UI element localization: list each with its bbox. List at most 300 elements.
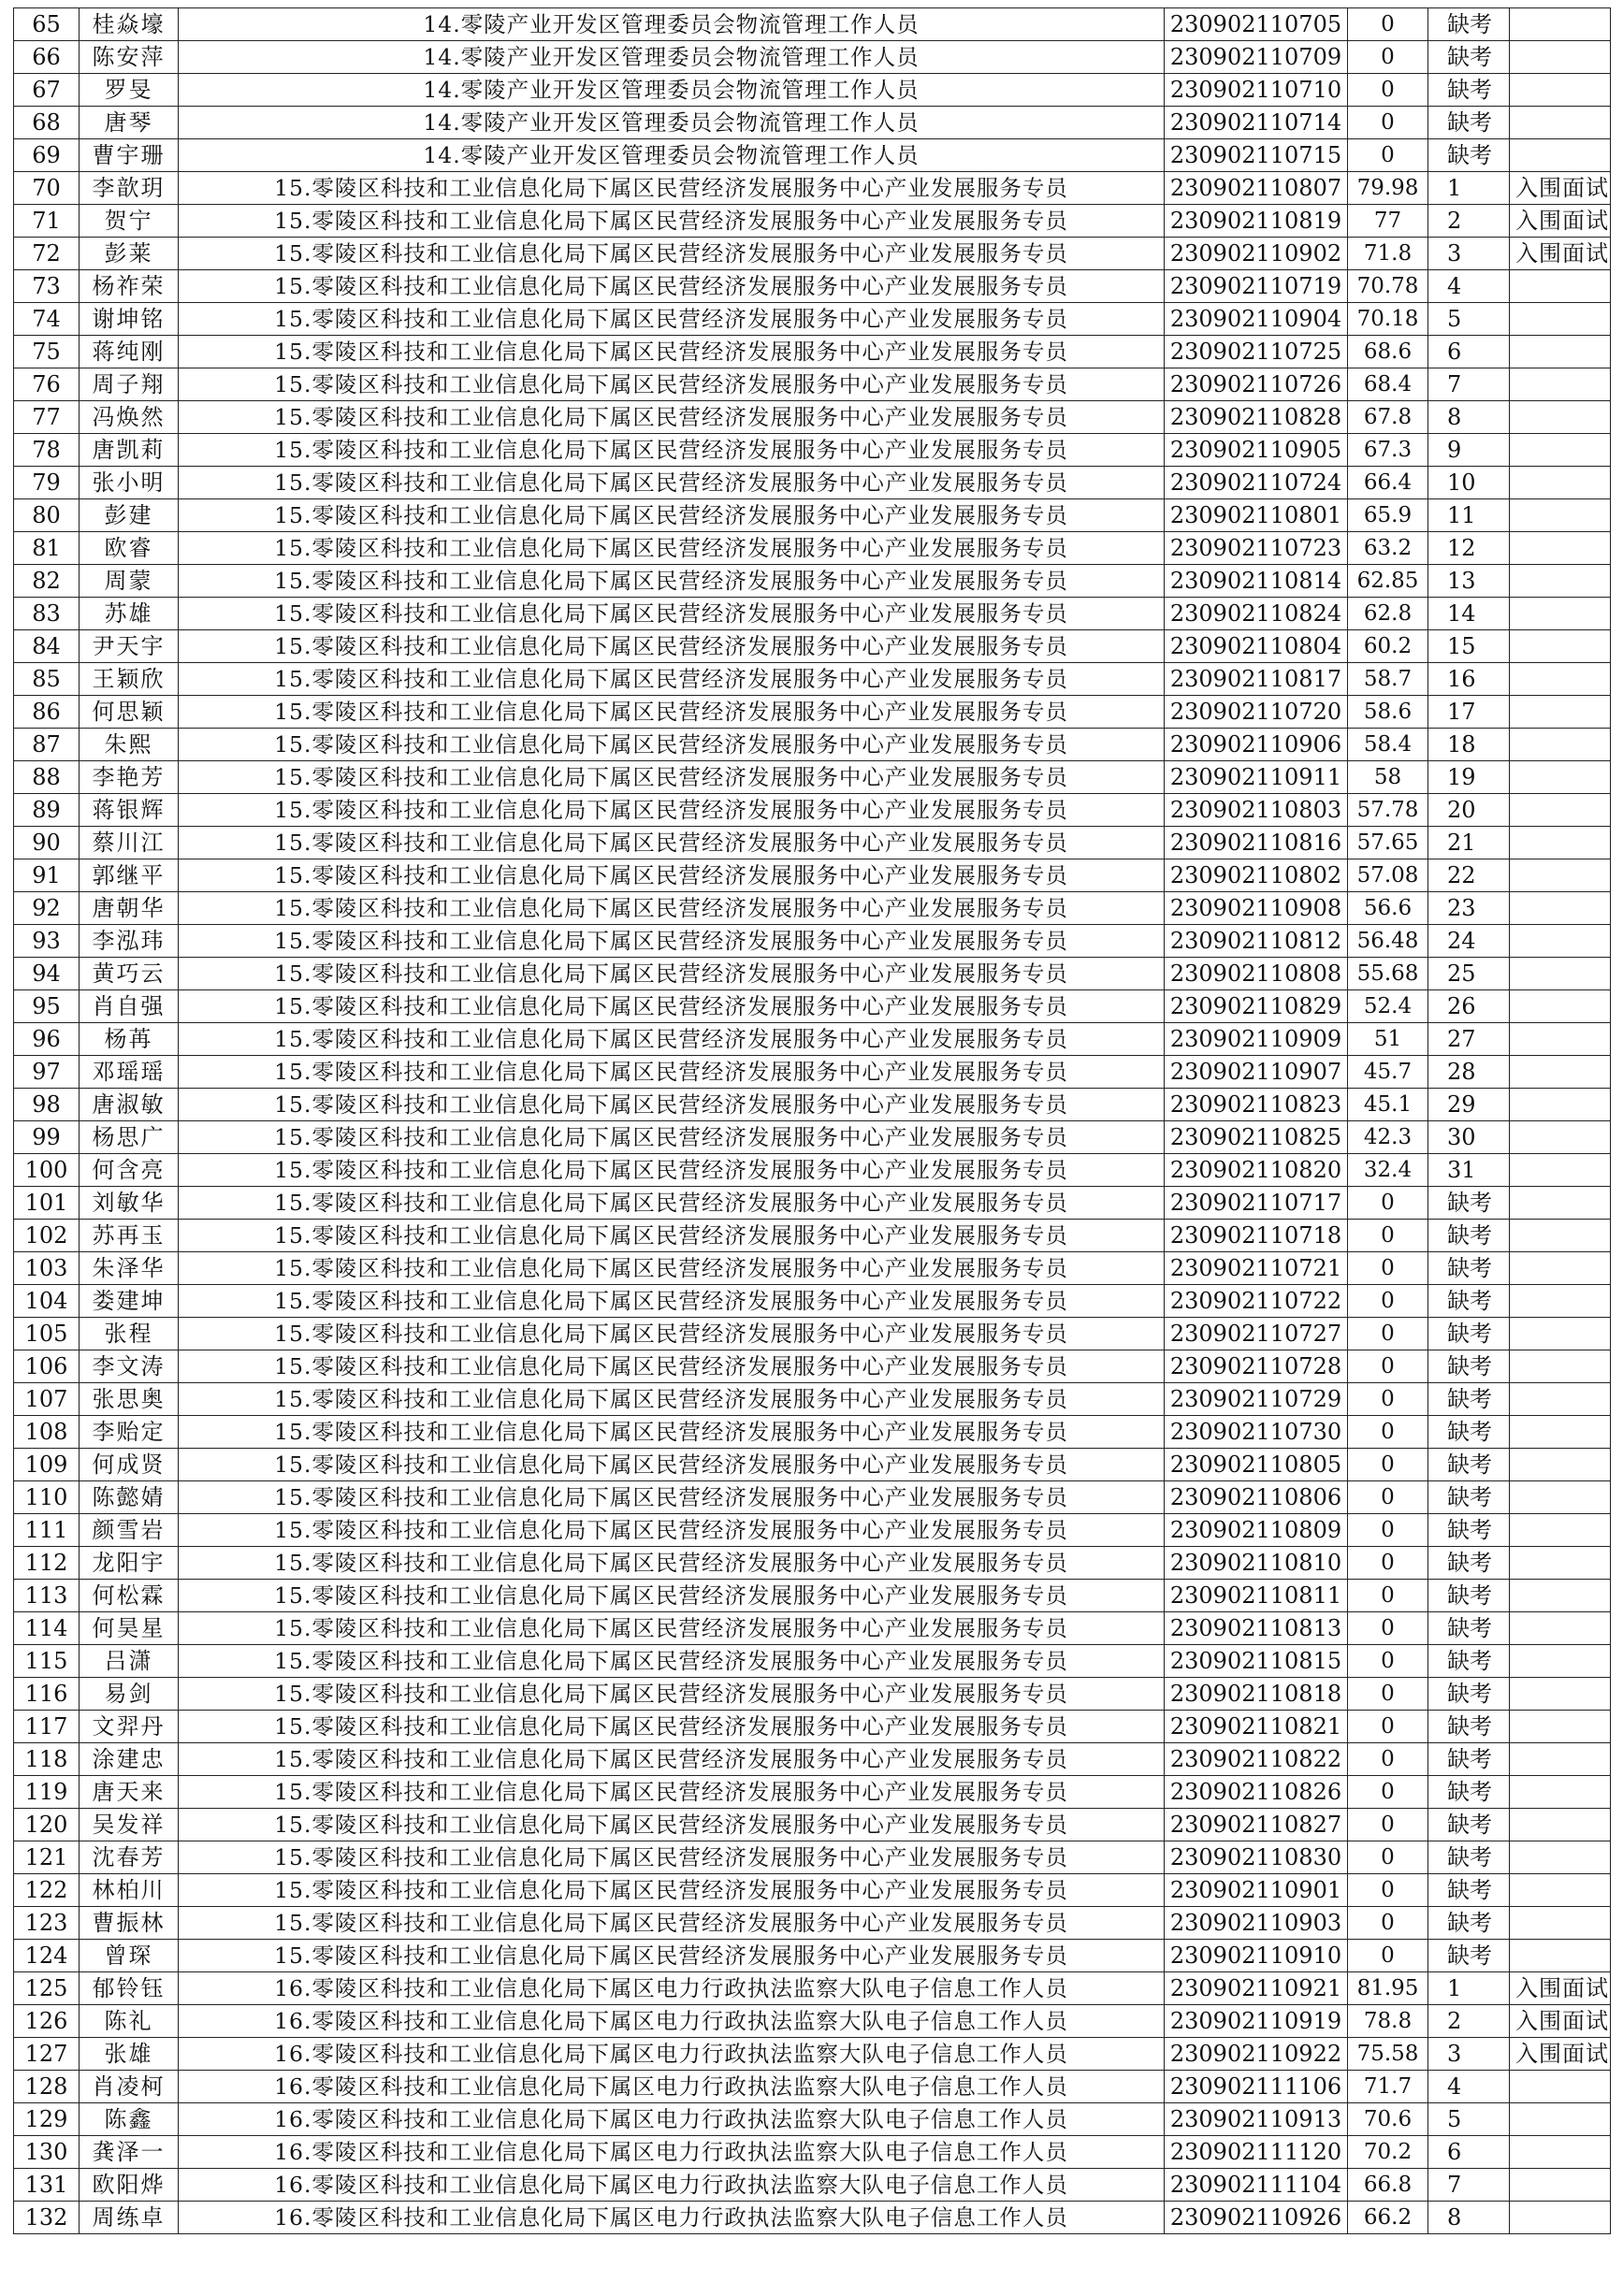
cell-name: 郭继平	[80, 859, 179, 892]
cell-number: 93	[14, 925, 80, 958]
table-row	[14, 1023, 1611, 1056]
cell-note	[1510, 1645, 1611, 1678]
cell-number: 111	[14, 1514, 80, 1547]
cell-position: 14.零陵产业开发区管理委员会物流管理工作人员	[179, 41, 1165, 74]
table-row	[14, 2071, 1611, 2103]
cell-name: 周练卓	[80, 2202, 179, 2234]
cell-exam-id: 230902110921	[1165, 1972, 1348, 2005]
cell-rank: 缺考	[1428, 1187, 1510, 1220]
table-row	[14, 925, 1611, 958]
cell-score: 51	[1348, 1023, 1428, 1056]
cell-name: 苏雄	[80, 598, 179, 630]
cell-score: 60.2	[1348, 630, 1428, 663]
cell-name: 张程	[80, 1318, 179, 1350]
cell-exam-id: 230902110808	[1165, 958, 1348, 990]
cell-number: 103	[14, 1252, 80, 1285]
cell-exam-id: 230902110722	[1165, 1285, 1348, 1318]
cell-score: 71.7	[1348, 2071, 1428, 2103]
cell-score: 0	[1348, 1449, 1428, 1481]
cell-position: 16.零陵区科技和工业信息化局下属区电力行政执法监察大队电子信息工作人员	[179, 2202, 1165, 2234]
cell-exam-id: 230902110826	[1165, 1776, 1348, 1809]
cell-exam-id: 230902110728	[1165, 1350, 1348, 1383]
cell-number: 120	[14, 1809, 80, 1841]
cell-note	[1510, 270, 1611, 303]
cell-exam-id: 230902110727	[1165, 1318, 1348, 1350]
table-row	[14, 1940, 1611, 1972]
cell-note	[1510, 958, 1611, 990]
cell-number: 78	[14, 434, 80, 467]
table-row	[14, 499, 1611, 532]
cell-name: 彭建	[80, 499, 179, 532]
table-row	[14, 859, 1611, 892]
cell-rank: 11	[1428, 499, 1510, 532]
cell-name: 吴发祥	[80, 1809, 179, 1841]
cell-rank: 缺考	[1428, 1547, 1510, 1580]
cell-position: 15.零陵区科技和工业信息化局下属区民营经济发展服务中心产业发展服务专员	[179, 729, 1165, 761]
cell-position: 15.零陵区科技和工业信息化局下属区民营经济发展服务中心产业发展服务专员	[179, 1318, 1165, 1350]
cell-note: 入围面试	[1510, 2005, 1611, 2038]
cell-score: 0	[1348, 1350, 1428, 1383]
cell-position: 15.零陵区科技和工业信息化局下属区民营经济发展服务中心产业发展服务专员	[179, 1547, 1165, 1580]
cell-position: 15.零陵区科技和工业信息化局下属区民营经济发展服务中心产业发展服务专员	[179, 1023, 1165, 1056]
table-row	[14, 1874, 1611, 1907]
cell-number: 119	[14, 1776, 80, 1809]
cell-exam-id: 230902111106	[1165, 2071, 1348, 2103]
table-row	[14, 434, 1611, 467]
cell-position: 15.零陵区科技和工业信息化局下属区民营经济发展服务中心产业发展服务专员	[179, 1809, 1165, 1841]
cell-position: 15.零陵区科技和工业信息化局下属区民营经济发展服务中心产业发展服务专员	[179, 958, 1165, 990]
cell-rank: 5	[1428, 2103, 1510, 2136]
cell-score: 52.4	[1348, 990, 1428, 1023]
cell-note	[1510, 1678, 1611, 1711]
cell-rank: 12	[1428, 532, 1510, 565]
cell-score: 0	[1348, 107, 1428, 139]
table-row	[14, 238, 1611, 270]
cell-note	[1510, 1154, 1611, 1187]
cell-number: 113	[14, 1580, 80, 1612]
score-table-body	[14, 8, 1611, 2234]
cell-exam-id: 230902110822	[1165, 1743, 1348, 1776]
cell-exam-id: 230902110718	[1165, 1220, 1348, 1252]
cell-score: 68.6	[1348, 336, 1428, 368]
table-row	[14, 1612, 1611, 1645]
table-row	[14, 1285, 1611, 1318]
table-row	[14, 401, 1611, 434]
cell-exam-id: 230902110911	[1165, 761, 1348, 794]
cell-exam-id: 230902110725	[1165, 336, 1348, 368]
cell-score: 0	[1348, 1645, 1428, 1678]
table-row	[14, 1481, 1611, 1514]
cell-exam-id: 230902110729	[1165, 1383, 1348, 1416]
cell-name: 苏再玉	[80, 1220, 179, 1252]
cell-exam-id: 230902110720	[1165, 696, 1348, 729]
table-row	[14, 1416, 1611, 1449]
cell-score: 68.4	[1348, 368, 1428, 401]
cell-note	[1510, 1350, 1611, 1383]
table-row	[14, 1678, 1611, 1711]
cell-name: 贺宁	[80, 205, 179, 238]
table-row	[14, 1056, 1611, 1089]
cell-score: 0	[1348, 1547, 1428, 1580]
table-row	[14, 1907, 1611, 1940]
cell-note	[1510, 729, 1611, 761]
cell-note	[1510, 1416, 1611, 1449]
cell-number: 86	[14, 696, 80, 729]
cell-note	[1510, 1547, 1611, 1580]
cell-position: 15.零陵区科技和工业信息化局下属区民营经济发展服务中心产业发展服务专员	[179, 696, 1165, 729]
cell-note	[1510, 925, 1611, 958]
cell-exam-id: 230902110907	[1165, 1056, 1348, 1089]
cell-rank: 1	[1428, 1972, 1510, 2005]
cell-position: 15.零陵区科技和工业信息化局下属区民营经济发展服务中心产业发展服务专员	[179, 1154, 1165, 1187]
cell-number: 88	[14, 761, 80, 794]
cell-score: 0	[1348, 1252, 1428, 1285]
cell-position: 15.零陵区科技和工业信息化局下属区民营经济发展服务中心产业发展服务专员	[179, 205, 1165, 238]
cell-score: 75.58	[1348, 2038, 1428, 2071]
cell-position: 15.零陵区科技和工业信息化局下属区民营经济发展服务中心产业发展服务专员	[179, 990, 1165, 1023]
cell-position: 15.零陵区科技和工业信息化局下属区民营经济发展服务中心产业发展服务专员	[179, 499, 1165, 532]
table-row	[14, 2103, 1611, 2136]
cell-rank: 缺考	[1428, 1940, 1510, 1972]
cell-score: 62.8	[1348, 598, 1428, 630]
cell-rank: 7	[1428, 2169, 1510, 2202]
cell-name: 唐淑敏	[80, 1089, 179, 1121]
cell-position: 15.零陵区科技和工业信息化局下属区民营经济发展服务中心产业发展服务专员	[179, 598, 1165, 630]
cell-number: 65	[14, 8, 80, 41]
table-row	[14, 2005, 1611, 2038]
cell-position: 15.零陵区科技和工业信息化局下属区民营经济发展服务中心产业发展服务专员	[179, 1089, 1165, 1121]
cell-position: 15.零陵区科技和工业信息化局下属区民营经济发展服务中心产业发展服务专员	[179, 1285, 1165, 1318]
cell-number: 116	[14, 1678, 80, 1711]
cell-score: 66.2	[1348, 2202, 1428, 2234]
cell-score: 58.7	[1348, 663, 1428, 696]
cell-rank: 17	[1428, 696, 1510, 729]
cell-name: 欧睿	[80, 532, 179, 565]
cell-name: 文羿丹	[80, 1711, 179, 1743]
cell-exam-id: 230902110913	[1165, 2103, 1348, 2136]
cell-position: 15.零陵区科技和工业信息化局下属区民营经济发展服务中心产业发展服务专员	[179, 336, 1165, 368]
cell-score: 71.8	[1348, 238, 1428, 270]
cell-name: 何含亮	[80, 1154, 179, 1187]
table-row	[14, 892, 1611, 925]
cell-score: 78.8	[1348, 2005, 1428, 2038]
cell-number: 66	[14, 41, 80, 74]
cell-number: 123	[14, 1907, 80, 1940]
cell-number: 69	[14, 139, 80, 172]
cell-position: 15.零陵区科技和工业信息化局下属区民营经济发展服务中心产业发展服务专员	[179, 1514, 1165, 1547]
cell-position: 15.零陵区科技和工业信息化局下属区民营经济发展服务中心产业发展服务专员	[179, 172, 1165, 205]
cell-number: 75	[14, 336, 80, 368]
cell-note	[1510, 565, 1611, 598]
cell-name: 冯焕然	[80, 401, 179, 434]
table-row	[14, 1547, 1611, 1580]
cell-name: 唐凯莉	[80, 434, 179, 467]
cell-note	[1510, 1056, 1611, 1089]
cell-note	[1510, 1121, 1611, 1154]
cell-rank: 5	[1428, 303, 1510, 336]
table-row	[14, 827, 1611, 859]
cell-position: 16.零陵区科技和工业信息化局下属区电力行政执法监察大队电子信息工作人员	[179, 2038, 1165, 2071]
cell-note	[1510, 794, 1611, 827]
cell-exam-id: 230902110710	[1165, 74, 1348, 107]
cell-number: 70	[14, 172, 80, 205]
table-row	[14, 1318, 1611, 1350]
cell-rank: 3	[1428, 238, 1510, 270]
cell-rank: 3	[1428, 2038, 1510, 2071]
table-row	[14, 761, 1611, 794]
cell-note	[1510, 859, 1611, 892]
cell-exam-id: 230902110812	[1165, 925, 1348, 958]
cell-score: 56.6	[1348, 892, 1428, 925]
cell-note	[1510, 827, 1611, 859]
cell-exam-id: 230902110726	[1165, 368, 1348, 401]
cell-rank: 22	[1428, 859, 1510, 892]
table-row	[14, 794, 1611, 827]
cell-number: 127	[14, 2038, 80, 2071]
cell-position: 15.零陵区科技和工业信息化局下属区民营经济发展服务中心产业发展服务专员	[179, 1874, 1165, 1907]
cell-position: 14.零陵产业开发区管理委员会物流管理工作人员	[179, 107, 1165, 139]
cell-name: 蒋纯刚	[80, 336, 179, 368]
cell-note	[1510, 1711, 1611, 1743]
cell-position: 15.零陵区科技和工业信息化局下属区民营经济发展服务中心产业发展服务专员	[179, 1220, 1165, 1252]
cell-number: 106	[14, 1350, 80, 1383]
cell-exam-id: 230902110816	[1165, 827, 1348, 859]
cell-number: 71	[14, 205, 80, 238]
cell-name: 唐朝华	[80, 892, 179, 925]
cell-number: 121	[14, 1841, 80, 1874]
cell-rank: 20	[1428, 794, 1510, 827]
cell-exam-id: 230902110828	[1165, 401, 1348, 434]
cell-note	[1510, 1187, 1611, 1220]
cell-note	[1510, 1449, 1611, 1481]
cell-score: 81.95	[1348, 1972, 1428, 2005]
cell-name: 肖自强	[80, 990, 179, 1023]
cell-name: 王颖欣	[80, 663, 179, 696]
cell-exam-id: 230902110824	[1165, 598, 1348, 630]
table-row	[14, 598, 1611, 630]
cell-position: 14.零陵产业开发区管理委员会物流管理工作人员	[179, 8, 1165, 41]
table-row	[14, 1121, 1611, 1154]
cell-note	[1510, 1776, 1611, 1809]
cell-name: 颜雪岩	[80, 1514, 179, 1547]
cell-name: 陈鑫	[80, 2103, 179, 2136]
cell-exam-id: 230902110813	[1165, 1612, 1348, 1645]
cell-exam-id: 230902110806	[1165, 1481, 1348, 1514]
cell-exam-id: 230902110817	[1165, 663, 1348, 696]
table-row	[14, 368, 1611, 401]
cell-number: 87	[14, 729, 80, 761]
cell-number: 126	[14, 2005, 80, 2038]
cell-name: 唐天来	[80, 1776, 179, 1809]
cell-name: 何松霖	[80, 1580, 179, 1612]
cell-score: 0	[1348, 74, 1428, 107]
cell-rank: 缺考	[1428, 1514, 1510, 1547]
cell-rank: 缺考	[1428, 107, 1510, 139]
cell-score: 0	[1348, 1809, 1428, 1841]
cell-name: 黄巧云	[80, 958, 179, 990]
cell-rank: 24	[1428, 925, 1510, 958]
cell-name: 陈安萍	[80, 41, 179, 74]
cell-number: 84	[14, 630, 80, 663]
cell-score: 0	[1348, 139, 1428, 172]
table-row	[14, 303, 1611, 336]
table-row	[14, 2169, 1611, 2202]
cell-note	[1510, 532, 1611, 565]
cell-position: 15.零陵区科技和工业信息化局下属区民营经济发展服务中心产业发展服务专员	[179, 1449, 1165, 1481]
cell-score: 0	[1348, 1776, 1428, 1809]
cell-note	[1510, 336, 1611, 368]
cell-position: 16.零陵区科技和工业信息化局下属区电力行政执法监察大队电子信息工作人员	[179, 1972, 1165, 2005]
cell-name: 蔡川江	[80, 827, 179, 859]
cell-note	[1510, 1841, 1611, 1874]
cell-score: 32.4	[1348, 1154, 1428, 1187]
table-row	[14, 2136, 1611, 2169]
cell-position: 15.零陵区科技和工业信息化局下属区民营经济发展服务中心产业发展服务专员	[179, 238, 1165, 270]
cell-name: 龚泽一	[80, 2136, 179, 2169]
cell-rank: 2	[1428, 2005, 1510, 2038]
cell-name: 尹天宇	[80, 630, 179, 663]
cell-note	[1510, 467, 1611, 499]
cell-score: 66.8	[1348, 2169, 1428, 2202]
cell-rank: 16	[1428, 663, 1510, 696]
cell-number: 128	[14, 2071, 80, 2103]
cell-position: 15.零陵区科技和工业信息化局下属区民营经济发展服务中心产业发展服务专员	[179, 270, 1165, 303]
cell-position: 15.零陵区科技和工业信息化局下属区民营经济发展服务中心产业发展服务专员	[179, 532, 1165, 565]
cell-note	[1510, 8, 1611, 41]
cell-score: 0	[1348, 1841, 1428, 1874]
cell-name: 何昊星	[80, 1612, 179, 1645]
cell-position: 16.零陵区科技和工业信息化局下属区电力行政执法监察大队电子信息工作人员	[179, 2103, 1165, 2136]
cell-rank: 缺考	[1428, 1776, 1510, 1809]
table-row	[14, 663, 1611, 696]
cell-note	[1510, 1514, 1611, 1547]
cell-score: 0	[1348, 1318, 1428, 1350]
cell-note	[1510, 1907, 1611, 1940]
cell-rank: 6	[1428, 336, 1510, 368]
cell-rank: 缺考	[1428, 1874, 1510, 1907]
table-row	[14, 1580, 1611, 1612]
cell-position: 15.零陵区科技和工业信息化局下属区民营经济发展服务中心产业发展服务专员	[179, 761, 1165, 794]
cell-position: 15.零陵区科技和工业信息化局下属区民营经济发展服务中心产业发展服务专员	[179, 368, 1165, 401]
cell-rank: 8	[1428, 401, 1510, 434]
cell-position: 15.零陵区科技和工业信息化局下属区民营经济发展服务中心产业发展服务专员	[179, 1612, 1165, 1645]
cell-note	[1510, 990, 1611, 1023]
cell-number: 131	[14, 2169, 80, 2202]
cell-exam-id: 230902110922	[1165, 2038, 1348, 2071]
cell-name: 张小明	[80, 467, 179, 499]
cell-note	[1510, 434, 1611, 467]
cell-name: 曹宇珊	[80, 139, 179, 172]
cell-number: 89	[14, 794, 80, 827]
cell-note	[1510, 2169, 1611, 2202]
cell-score: 67.8	[1348, 401, 1428, 434]
cell-exam-id: 230902110909	[1165, 1023, 1348, 1056]
cell-rank: 23	[1428, 892, 1510, 925]
cell-position: 15.零陵区科技和工业信息化局下属区民营经济发展服务中心产业发展服务专员	[179, 1645, 1165, 1678]
cell-number: 104	[14, 1285, 80, 1318]
cell-exam-id: 230902110807	[1165, 172, 1348, 205]
table-row	[14, 630, 1611, 663]
cell-score: 0	[1348, 1907, 1428, 1940]
cell-score: 70.6	[1348, 2103, 1428, 2136]
cell-number: 107	[14, 1383, 80, 1416]
cell-exam-id: 230902111104	[1165, 2169, 1348, 2202]
cell-exam-id: 230902110901	[1165, 1874, 1348, 1907]
cell-name: 何成贤	[80, 1449, 179, 1481]
cell-position: 15.零陵区科技和工业信息化局下属区民营经济发展服务中心产业发展服务专员	[179, 434, 1165, 467]
table-row	[14, 1252, 1611, 1285]
cell-note	[1510, 1285, 1611, 1318]
table-row	[14, 172, 1611, 205]
cell-rank: 25	[1428, 958, 1510, 990]
cell-number: 68	[14, 107, 80, 139]
cell-rank: 缺考	[1428, 1743, 1510, 1776]
table-row	[14, 532, 1611, 565]
cell-number: 132	[14, 2202, 80, 2234]
cell-note	[1510, 1580, 1611, 1612]
cell-note	[1510, 499, 1611, 532]
table-row	[14, 1089, 1611, 1121]
cell-note	[1510, 1383, 1611, 1416]
cell-number: 100	[14, 1154, 80, 1187]
cell-rank: 30	[1428, 1121, 1510, 1154]
table-row	[14, 1776, 1611, 1809]
cell-rank: 18	[1428, 729, 1510, 761]
cell-score: 65.9	[1348, 499, 1428, 532]
cell-score: 57.65	[1348, 827, 1428, 859]
cell-score: 66.4	[1348, 467, 1428, 499]
cell-exam-id: 230902110904	[1165, 303, 1348, 336]
cell-exam-id: 230902110705	[1165, 8, 1348, 41]
cell-name: 林柏川	[80, 1874, 179, 1907]
cell-number: 90	[14, 827, 80, 859]
cell-position: 15.零陵区科技和工业信息化局下属区民营经济发展服务中心产业发展服务专员	[179, 1350, 1165, 1383]
cell-name: 李贻定	[80, 1416, 179, 1449]
cell-position: 14.零陵产业开发区管理委员会物流管理工作人员	[179, 139, 1165, 172]
table-row	[14, 696, 1611, 729]
cell-rank: 10	[1428, 467, 1510, 499]
cell-rank: 缺考	[1428, 74, 1510, 107]
cell-position: 15.零陵区科技和工业信息化局下属区民营经济发展服务中心产业发展服务专员	[179, 663, 1165, 696]
cell-rank: 缺考	[1428, 1711, 1510, 1743]
cell-exam-id: 230902110905	[1165, 434, 1348, 467]
cell-number: 112	[14, 1547, 80, 1580]
cell-name: 陈礼	[80, 2005, 179, 2038]
cell-name: 彭莱	[80, 238, 179, 270]
cell-rank: 26	[1428, 990, 1510, 1023]
cell-score: 0	[1348, 1612, 1428, 1645]
cell-number: 125	[14, 1972, 80, 2005]
cell-rank: 缺考	[1428, 1481, 1510, 1514]
table-row	[14, 1711, 1611, 1743]
table-row	[14, 1220, 1611, 1252]
table-row	[14, 467, 1611, 499]
cell-number: 83	[14, 598, 80, 630]
cell-exam-id: 230902110804	[1165, 630, 1348, 663]
cell-rank: 8	[1428, 2202, 1510, 2234]
cell-number: 114	[14, 1612, 80, 1645]
cell-position: 15.零陵区科技和工业信息化局下属区民营经济发展服务中心产业发展服务专员	[179, 892, 1165, 925]
cell-number: 85	[14, 663, 80, 696]
cell-exam-id: 230902110730	[1165, 1416, 1348, 1449]
table-row	[14, 1449, 1611, 1481]
cell-rank: 缺考	[1428, 1645, 1510, 1678]
cell-exam-id: 230902110830	[1165, 1841, 1348, 1874]
cell-exam-id: 230902110810	[1165, 1547, 1348, 1580]
cell-note: 入围面试	[1510, 1972, 1611, 2005]
cell-exam-id: 230902110827	[1165, 1809, 1348, 1841]
cell-note	[1510, 107, 1611, 139]
